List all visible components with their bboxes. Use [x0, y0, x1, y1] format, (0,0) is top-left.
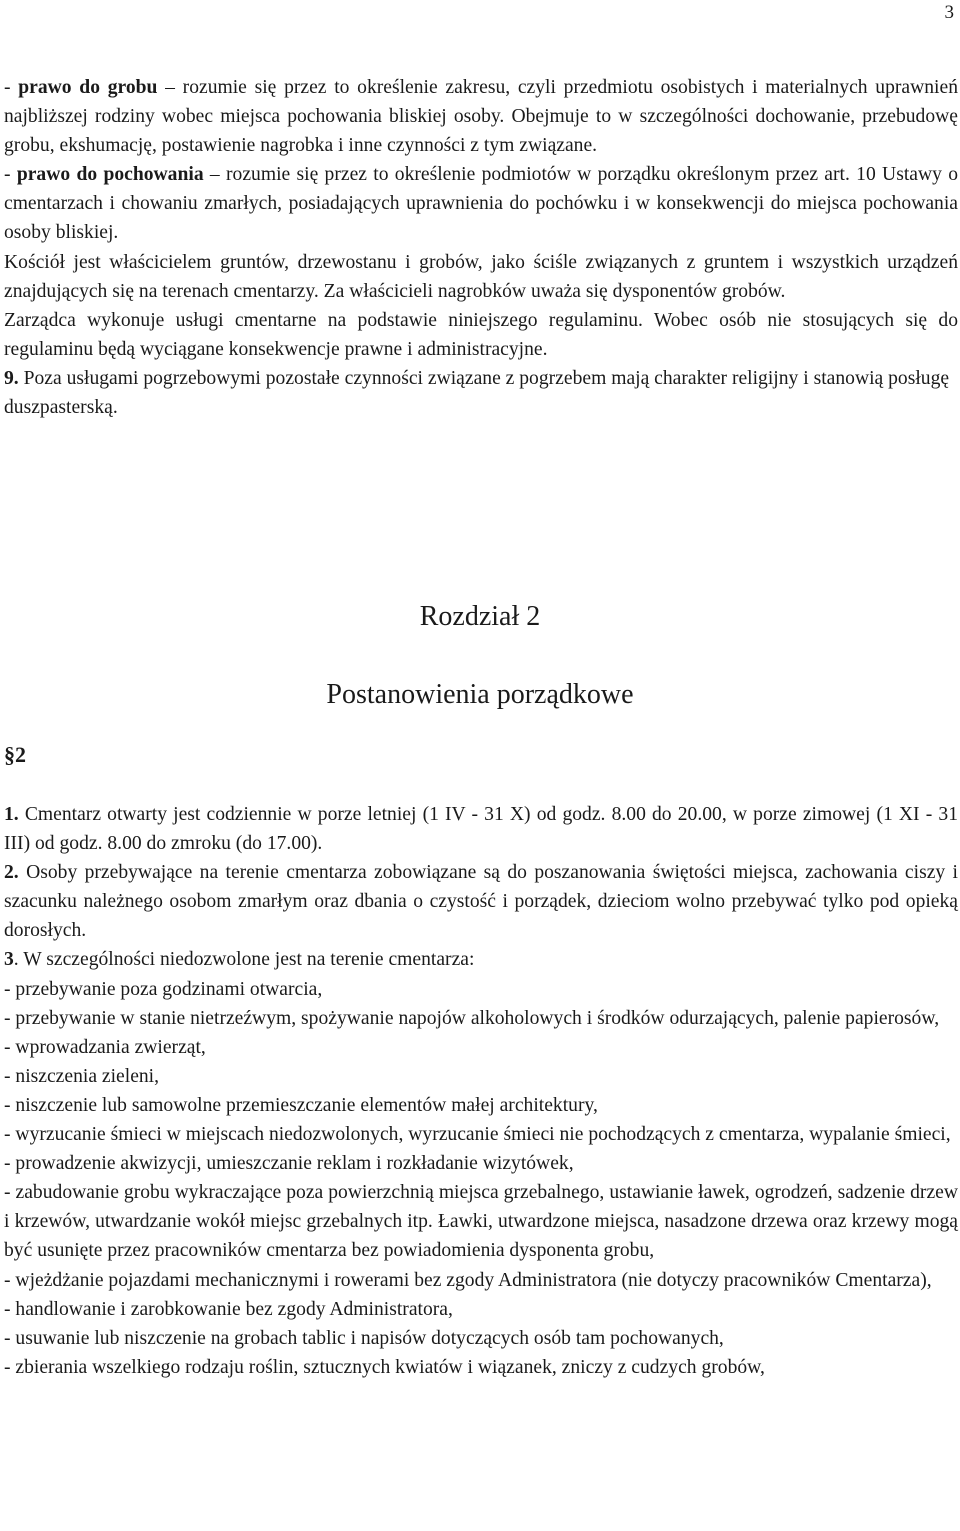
ownership-paragraph: Kościół jest właścicielem gruntów, drzewostanu i grobów, jako ściśle związanych z gruntem i wszystkich urządzeń znajdujących się na terenach cmentarzy. Za właścicieli nagrobków uważa się dysponentów grobów. [4, 251, 958, 302]
item-text: Cmentarz otwarty jest codziennie w porze letniej (1 IV - 31 X) od godz. 8.00 do 20.00, w porze zimowej (1 XI - 31 III) od godz. 8.00 do zmroku (do 17.00). [4, 804, 958, 855]
list-item: - wjeżdżanie pojazdami mechanicznymi i rowerami bez zgody Administratora (nie dotyczy pracowników Cmentarza), [4, 1269, 932, 1291]
list-item: - prowadzenie akwizycji, umieszczanie reklam i rozkładanie wizytówek, [4, 1153, 574, 1175]
dash: - [4, 164, 17, 186]
item-9 [4, 364, 958, 422]
item-text: . W szczególności niedozwolone jest na terenie cmentarza: [13, 949, 475, 971]
definition-grave-right [4, 73, 958, 160]
section-mark: §2 [4, 742, 26, 767]
definition-text: – rozumie się przez to określenie podmiotów w porządku określonym przez art. 10 Ustawy o cmentarzach i chowaniu zmarłych, posiadających uprawnienia do pochówku i w konsekwencji do miejsca pochowania osoby bliskiej. [4, 164, 959, 244]
list-item: - zabudowanie grobu wykraczające poza powierzchnią miejsca grzebalnego, ustawianie ławek, ogrodzeń, sadzenie drzew i krzewów, utwardzanie wokół miejsc grzebalnych itp. Ławki, utwardzone miejsca, nasadzone drzewa oraz krzewy mogą być usunięte przez pracowników cmentarza bez powiadomienia dysponenta grobu, [4, 1182, 958, 1262]
item-number: 2. [4, 862, 19, 884]
term-burial-right: prawo do pochowania [16, 164, 204, 186]
administrator-paragraph: Zarządca wykonuje usługi cmentarne na podstawie niniejszego regulaminu. Wobec osób nie stosujących się do regulaminu będą wyciągane konsekwencje prawne i administracyjne. [4, 309, 958, 360]
item-2 [4, 858, 958, 945]
list-item: - wyrzucanie śmieci w miejscach niedozwolonych, wyrzucanie śmieci nie pochodzących z cmentarza, wypalanie śmieci, [4, 1124, 951, 1146]
section-2-block [4, 800, 958, 1382]
dash: - [4, 77, 19, 98]
list-item: - przebywanie w stanie nietrzeźwym, spożywanie napojów alkoholowych i środków odurzających, palenie papierosów, [4, 1007, 940, 1029]
item-3 [4, 945, 958, 974]
chapter-title: Rozdział 2 [419, 601, 541, 632]
list-item: - wprowadzania zwierząt, [4, 1036, 206, 1058]
item-number: 3 [4, 949, 14, 971]
list-item: - niszczenia zieleni, [4, 1065, 160, 1087]
list-item: - przebywanie poza godzinami otwarcia, [4, 978, 323, 1000]
list-item: - usuwanie lub niszczenie na grobach tablic i napisów dotyczących osób tam pochowanych, [4, 1327, 724, 1349]
item-text: Poza usługami pogrzebowymi pozostałe czynności związane z pogrzebem mają charakter religijny i stanowią posługę duszpasterską. [4, 367, 950, 419]
item-number: 9. [4, 367, 19, 389]
list-item: - zbierania wszelkiego rodzaju roślin, sztucznych kwiatów i wiązanek, zniczy z cudzych grobów, [4, 1356, 765, 1378]
term-grave-right: prawo do grobu [18, 77, 158, 98]
definition-burial-right [4, 160, 958, 247]
definition-text: – rozumie się przez to określenie zakresu, czyli przedmiotu osobistych i materialnych uprawnień najbliższej rodziny wobec miejsca pochowania bliskiej osoby. Obejmuje to w szczególności dochowanie, przebudowę grobu, ekshumację, postawienie nagrobka i inne czynności z tym związane. [4, 77, 958, 157]
chapter-subtitle: Postanowienia porządkowe [326, 679, 634, 710]
page-number: 3 [944, 2, 954, 23]
item-number: 1. [4, 804, 19, 825]
item-text: Osoby przebywające na terenie cmentarza zobowiązane są do poszanowania świętości miejsca, zachowania ciszy i szacunku należnego osobom zmarłym oraz dbania o czystość i porządek, dzieciom wolno przebywać tylko pod opieką dorosłych. [4, 862, 958, 942]
definitions-block [4, 73, 958, 422]
item-1 [4, 800, 958, 858]
list-item: - niszczenie lub samowolne przemieszczanie elementów małej architektury, [4, 1094, 598, 1116]
list-item: - handlowanie i zarobkowanie bez zgody Administratora, [4, 1298, 453, 1320]
